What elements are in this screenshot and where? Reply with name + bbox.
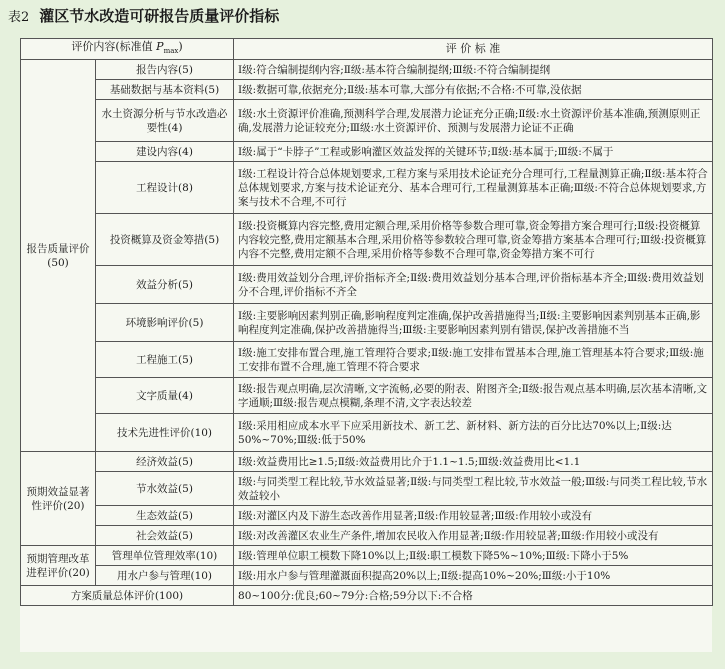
table-caption — [8, 2, 279, 28]
pmax-symbol: $P_{max}$ — [156, 40, 179, 56]
table-row — [21, 566, 713, 586]
item-criteria: Ⅰ级:与同类型工程比较,节水效益显著;Ⅱ级:与同类型工程比较,节水效益一般;Ⅲ级:与同类工程比较,节水效益较小 — [234, 472, 713, 506]
item-criteria: Ⅰ级:对灌区内及下游生态改善作用显著;Ⅱ级:作用较显著;Ⅲ级:作用较小或没有 — [234, 506, 713, 526]
item-criteria: Ⅰ级:采用相应成本水平下应采用新技术、新工艺、新材料、新方法的百分比达70%以上;Ⅱ级:达50%~70%;Ⅲ级:低于50% — [234, 414, 713, 452]
item-name: 节水效益(5) — [96, 472, 234, 506]
header-content: 评价内容(标准值 $P_{max}$) — [21, 39, 234, 60]
item-name: 投资概算及资金筹措(5) — [96, 214, 234, 266]
category-management-reform: 预期管理改革进程评价(20) — [21, 546, 96, 586]
table-row — [21, 452, 713, 472]
table-row — [21, 100, 713, 142]
item-name: 工程施工(5) — [96, 342, 234, 378]
header-criteria: 评 价 标 准 — [234, 39, 713, 60]
item-name: 效益分析(5) — [96, 266, 234, 304]
item-name: 报告内容(5) — [96, 60, 234, 80]
item-name: 水土资源分析与节水改造必要性(4) — [96, 100, 234, 142]
category-expected-benefit: 预期效益显著性评价(20) — [21, 452, 96, 546]
item-name: 环境影响评价(5) — [96, 304, 234, 342]
total-criteria: 80~100分:优良;60~79分:合格;59分以下:不合格 — [234, 586, 713, 606]
item-criteria: Ⅰ级:符合编制提纲内容;Ⅱ级:基本符合编制提纲;Ⅲ级:不符合编制提纲 — [234, 60, 713, 80]
table-row — [21, 506, 713, 526]
table-row — [21, 142, 713, 162]
table-row — [21, 60, 713, 80]
item-criteria: Ⅰ级:主要影响因素判别正确,影响程度判定准确,保护改善措施得当;Ⅱ级:主要影响因素判别基本正确,影响程度判定准确,保护改善措施得当;Ⅲ级:主要影响因素判别有错误,保护改善措施不当 — [234, 304, 713, 342]
item-criteria: Ⅰ级:施工安排布置合理,施工管理符合要求;Ⅱ级:施工安排布置基本合理,施工管理基本符合要求;Ⅲ级:施工安排布置不合理,施工管理不符合要求 — [234, 342, 713, 378]
item-criteria: Ⅰ级:效益费用比≥1.5;Ⅱ级:效益费用比介于1.1~1.5;Ⅲ级:效益费用比<1.1 — [234, 452, 713, 472]
table-row — [21, 80, 713, 100]
item-name: 生态效益(5) — [96, 506, 234, 526]
item-name: 社会效益(5) — [96, 526, 234, 546]
item-criteria: Ⅰ级:报告观点明确,层次清晰,文字流畅,必要的附表、附图齐全;Ⅱ级:报告观点基本明确,层次基本清晰,文字通顺;Ⅲ级:报告观点模糊,条理不清,文字表达较差 — [234, 378, 713, 414]
table-row — [21, 414, 713, 452]
item-criteria: Ⅰ级:用水户参与管理灌溉面积提高20%以上;Ⅱ级:提高10%~20%;Ⅲ级:小于10% — [234, 566, 713, 586]
item-name: 用水户参与管理(10) — [96, 566, 234, 586]
table-title: 灌区节水改造可研报告质量评价指标 — [39, 6, 280, 25]
item-name: 工程设计(8) — [96, 162, 234, 214]
item-name: 技术先进性评价(10) — [96, 414, 234, 452]
table-number: 表2 — [8, 9, 30, 25]
table-row-total — [21, 586, 713, 606]
evaluation-table — [20, 38, 713, 606]
table-row — [21, 266, 713, 304]
table-row — [21, 342, 713, 378]
item-criteria: Ⅰ级:水土资源评价准确,预测科学合理,发展潜力论证充分正确;Ⅱ级:水土资源评价基本准确,预测原则正确,发展潜力论证较充分;Ⅲ级:水土资源评价、预测与发展潜力论证不正确 — [234, 100, 713, 142]
item-name: 文字质量(4) — [96, 378, 234, 414]
table-row — [21, 214, 713, 266]
item-name: 经济效益(5) — [96, 452, 234, 472]
item-criteria: Ⅰ级:工程设计符合总体规划要求,工程方案与采用技术论证充分合理可行,工程量测算正确;Ⅱ级:基本符合总体规划要求,方案与技术论证充分、基本合理可行,工程量测算基本正确;Ⅲ级:不符合总体规划要求,方案与技术不合理,不可行 — [234, 162, 713, 214]
table-row — [21, 546, 713, 566]
item-criteria: Ⅰ级:投资概算内容完整,费用定额合理,采用价格等参数合理可靠,资金筹措方案合理可行;Ⅱ级:投资概算内容较完整,费用定额基本合理,采用价格等参数较合理可靠,资金筹措方案基本合理可行;Ⅲ级:投资概算内容不完整,费用定额不合理,采用价格等参数不合理可靠,资金筹措方案不可行 — [234, 214, 713, 266]
table-row — [21, 472, 713, 506]
item-criteria: Ⅰ级:管理单位职工模数下降10%以上;Ⅱ级:职工模数下降5%~10%;Ⅲ级:下降小于5% — [234, 546, 713, 566]
item-name: 基础数据与基本资料(5) — [96, 80, 234, 100]
category-report-quality: 报告质量评价(50) — [21, 60, 96, 452]
item-name: 建设内容(4) — [96, 142, 234, 162]
item-name: 管理单位管理效率(10) — [96, 546, 234, 566]
table-row — [21, 526, 713, 546]
evaluation-table-container — [20, 38, 712, 652]
item-criteria: Ⅰ级:数据可靠,依据充分;Ⅱ级:基本可靠,大部分有依据;不合格:不可靠,没依据 — [234, 80, 713, 100]
table-row — [21, 304, 713, 342]
item-criteria: Ⅰ级:费用效益划分合理,评价指标齐全;Ⅱ级:费用效益划分基本合理,评价指标基本齐全;Ⅲ级:费用效益划分不合理,评价指标不齐全 — [234, 266, 713, 304]
item-criteria: Ⅰ级:属于“卡脖子”工程或影响灌区效益发挥的关键环节;Ⅱ级:基本属于;Ⅲ级:不属于 — [234, 142, 713, 162]
table-row — [21, 162, 713, 214]
table-header-row — [21, 39, 713, 60]
table-row — [21, 378, 713, 414]
total-name: 方案质量总体评价(100) — [21, 586, 234, 606]
item-criteria: Ⅰ级:对改善灌区农业生产条件,增加农民收入作用显著;Ⅱ级:作用较显著;Ⅲ级:作用较小或没有 — [234, 526, 713, 546]
